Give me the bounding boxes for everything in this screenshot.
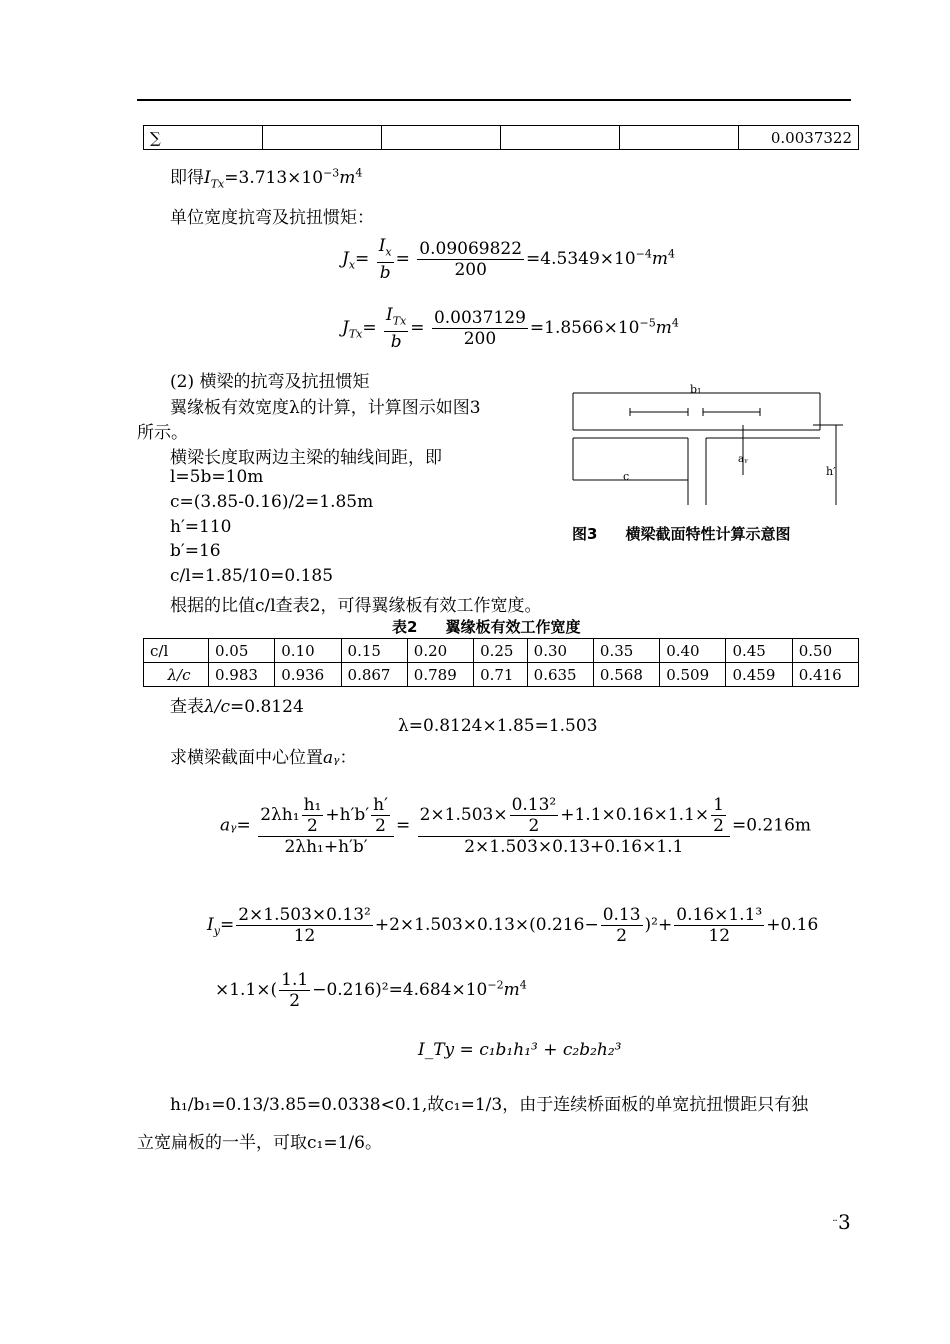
- para3: 根据的比值c/l查表2，可得翼缘板有效工作宽度。: [170, 596, 542, 616]
- table-cell: 0.30: [527, 639, 593, 663]
- page-number: ¨3: [832, 1210, 851, 1234]
- table-cell: 0.789: [407, 663, 473, 687]
- sum-table: [143, 125, 859, 150]
- figure-caption: 图3 横梁截面特性计算示意图: [572, 525, 791, 543]
- table2-caption: 表2 翼缘板有效工作宽度: [392, 618, 581, 636]
- param-h: h′=110: [170, 517, 232, 537]
- table-cell: 0.45: [726, 639, 792, 663]
- param-l: l=5b=10m: [170, 467, 264, 487]
- param-c: c=(3.85-0.16)/2=1.85m: [170, 492, 374, 512]
- ay-formula: aᵧ= 2λh₁ $\frac{\text{h₁}}{2}$ +h′b′ $\frac{h'}{2}$ 2λh₁+h′b′ = 2×1.503× $\frac{\text{0.13²}}{2}$ +1.1×0.16×1.1× $\frac{1}{2}$ 2×1.503×0.13+0.16×1.1 =0.216m: [220, 795, 812, 857]
- unit-heading: 单位宽度抗弯及抗扭惯矩：: [170, 208, 374, 228]
- table-cell: 0.15: [341, 639, 407, 663]
- header-rule: [137, 99, 851, 101]
- sum-value: 0.0037322: [739, 126, 859, 150]
- table-cell: 0.25: [474, 639, 528, 663]
- final-para-line1: h₁/b₁=0.13/3.85=0.0338<0.1,故c₁=1/3，由于连续桥面板的单宽抗扭惯距只有独: [170, 1095, 809, 1115]
- para1: 翼缘板有效宽度λ的计算，计算图示如图3: [170, 398, 481, 418]
- table-cell: 0.459: [726, 663, 792, 687]
- iy-formula-line2: ×1.1×( $\frac{1.1}{2}$ $-0.216)^2=4.684\times 10^{-2}m^4$: [215, 970, 527, 1011]
- table2-row-lambda: [144, 663, 859, 687]
- table-cell: 0.40: [660, 639, 726, 663]
- c-label: c: [623, 470, 630, 483]
- section2-title: (2) 横梁的抗弯及抗扭惯矩: [170, 372, 370, 392]
- eq-jx: $J_x=$ $\frac{I_x}{b}$ = $\frac{0.09069822}{200}$ $=4.5349\times 10^{-4}m^4$: [342, 236, 675, 284]
- table-head: λ/c: [144, 663, 209, 687]
- table2-row-cl: [144, 639, 859, 663]
- h-label: h′: [826, 465, 836, 478]
- ay-label: aᵧ: [738, 454, 748, 465]
- table-cell: 0.983: [209, 663, 275, 687]
- para1-cont: 所示。: [137, 423, 188, 443]
- table2: [143, 638, 859, 687]
- table-cell: 0.35: [593, 639, 659, 663]
- eq-jtx: $J_{Tx}=$ $\frac{I_{Tx}}{b}$ = $\frac{0.0037129}{200}$ $=1.8566\times 10^{-5}m^4$: [342, 305, 679, 353]
- table-cell: 0.509: [660, 663, 726, 687]
- table-cell: 0.936: [275, 663, 341, 687]
- final-para-line2: 立宽扁板的一半，可取c₁=1/6。: [137, 1133, 382, 1153]
- sum-symbol: ∑: [144, 126, 263, 150]
- table-head: c/l: [144, 639, 209, 663]
- iy-formula-line1: $I_y=$ $\frac{\text{2×1.503×0.13²}}{12}$ +2×1.503×0.13×(0.216− $\frac{0.13}{2}$ )²+ $\frac{\text{0.16×1.1³}}{12}$ +0.16: [207, 905, 819, 946]
- table-cell: 0.10: [275, 639, 341, 663]
- b1-label: b₁: [690, 383, 702, 396]
- result-itx: 即得$I_{Tx}=3.713\times 10^{-3}m^4$: [170, 166, 363, 191]
- cross-section-diagram: [568, 380, 848, 515]
- table-cell: 0.20: [407, 639, 473, 663]
- lambda-eq: λ=0.8124×1.85=1.503: [398, 716, 598, 736]
- para2: 横梁长度取两边主梁的轴线间距，即: [170, 448, 442, 468]
- table-cell: 0.71: [474, 663, 528, 687]
- lookup-line: 查表λ/c=0.8124: [170, 697, 304, 717]
- param-cl: c/l=1.85/10=0.185: [170, 566, 334, 586]
- ity-eq: I_Ty = c₁b₁h₁³ + c₂b₂h₂³: [418, 1040, 622, 1060]
- table-cell: 0.50: [792, 639, 858, 663]
- table-cell: 0.416: [792, 663, 858, 687]
- table-cell: 0.867: [341, 663, 407, 687]
- table-cell: 0.05: [209, 639, 275, 663]
- ay-heading: 求横梁截面中心位置aᵧ：: [170, 748, 357, 768]
- param-b: b′=16: [170, 541, 221, 561]
- table-cell: 0.568: [593, 663, 659, 687]
- table-cell: 0.635: [527, 663, 593, 687]
